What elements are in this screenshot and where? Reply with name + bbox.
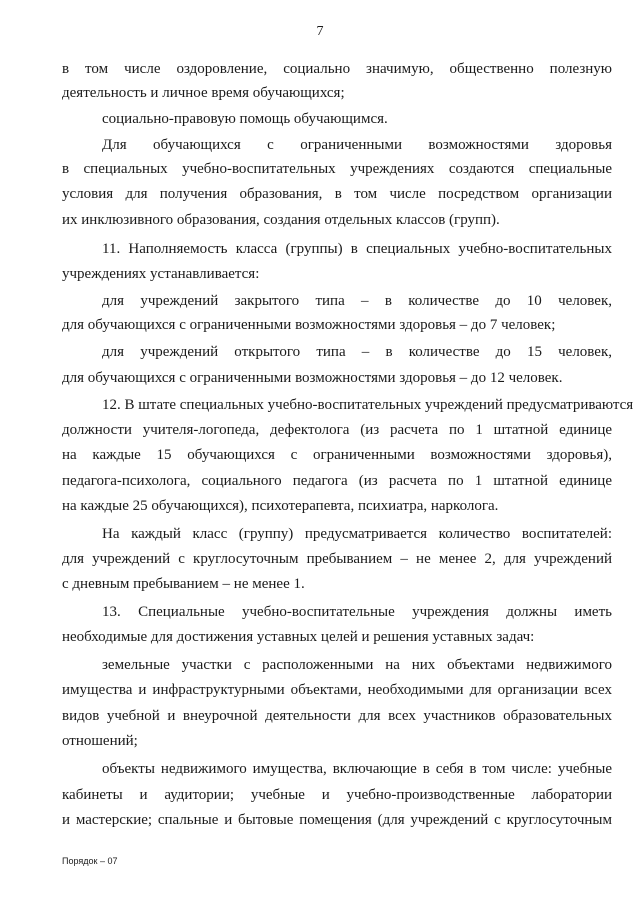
text-line: деятельность и личное время обучающихся; — [62, 85, 345, 101]
text-line: для учреждений открытого типа – в количестве до 15 человек, — [102, 344, 612, 360]
footer-label: Порядок – 07 — [62, 856, 118, 866]
text-line: кабинеты и аудитории; учебные и учебно-производственные лаборатории — [62, 787, 612, 803]
text-line: 11. Наполняемость класса (группы) в специальных учебно-воспитательных — [102, 241, 612, 257]
text-line: для учреждений закрытого типа – в количестве до 10 человек, — [102, 293, 612, 309]
text-line: условия для получения образования, в том числе посредством организации — [62, 186, 612, 202]
text-line: для учреждений с круглосуточным пребыванием – не менее 2, для учреждений — [62, 551, 612, 567]
text-line: объекты недвижимого имущества, включающие в себя в том числе: учебные — [102, 761, 612, 777]
text-line: необходимые для достижения уставных целей и решения уставных задач: — [62, 629, 535, 645]
text-line: учреждениях устанавливается: — [62, 266, 260, 282]
text-line: с дневным пребыванием – не менее 1. — [62, 576, 305, 592]
text-line: в том числе оздоровление, социально значимую, общественно полезную — [62, 61, 612, 77]
text-line: земельные участки с расположенными на них объектами недвижимого — [102, 657, 612, 673]
text-line: на каждые 15 обучающихся с ограниченными возможностями здоровья), — [62, 447, 612, 463]
text-line: и мастерские; спальные и бытовые помещения (для учреждений с круглосуточным — [62, 812, 612, 828]
text-line: для обучающихся с ограниченными возможностями здоровья – до 7 человек; — [62, 317, 556, 333]
text-line: на каждые 25 обучающихся), психотерапевта, психиатра, нарколога. — [62, 498, 499, 514]
text-line: отношений; — [62, 733, 138, 749]
text-line: видов учебной и внеурочной деятельности для всех участников образовательных — [62, 708, 612, 724]
text-line: должности учителя-логопеда, дефектолога (из расчета по 1 штатной единице — [62, 422, 612, 438]
text-line: в специальных учебно-воспитательных учреждениях создаются специальные — [62, 161, 612, 177]
text-line: педагога-психолога, социального педагога (из расчета по 1 штатной единице — [62, 473, 612, 489]
text-line: имущества и инфраструктурными объектами, необходимыми для организации всех — [62, 682, 612, 698]
page-number: 7 — [316, 24, 324, 39]
text-line: Для обучающихся с ограниченными возможностями здоровья — [102, 137, 612, 153]
text-line: для обучающихся с ограниченными возможностями здоровья – до 12 человек. — [62, 370, 563, 386]
text-line: их инклюзивного образования, создания отдельных классов (групп). — [62, 212, 500, 228]
text-line: 12. В штате специальных учебно-воспитательных учреждений предусматриваются — [102, 397, 634, 413]
text-line: 13. Специальные учебно-воспитательные учреждения должны иметь — [102, 604, 612, 620]
text-line: социально-правовую помощь обучающимся. — [102, 111, 388, 127]
text-line: На каждый класс (группу) предусматривается количество воспитателей: — [102, 526, 612, 542]
